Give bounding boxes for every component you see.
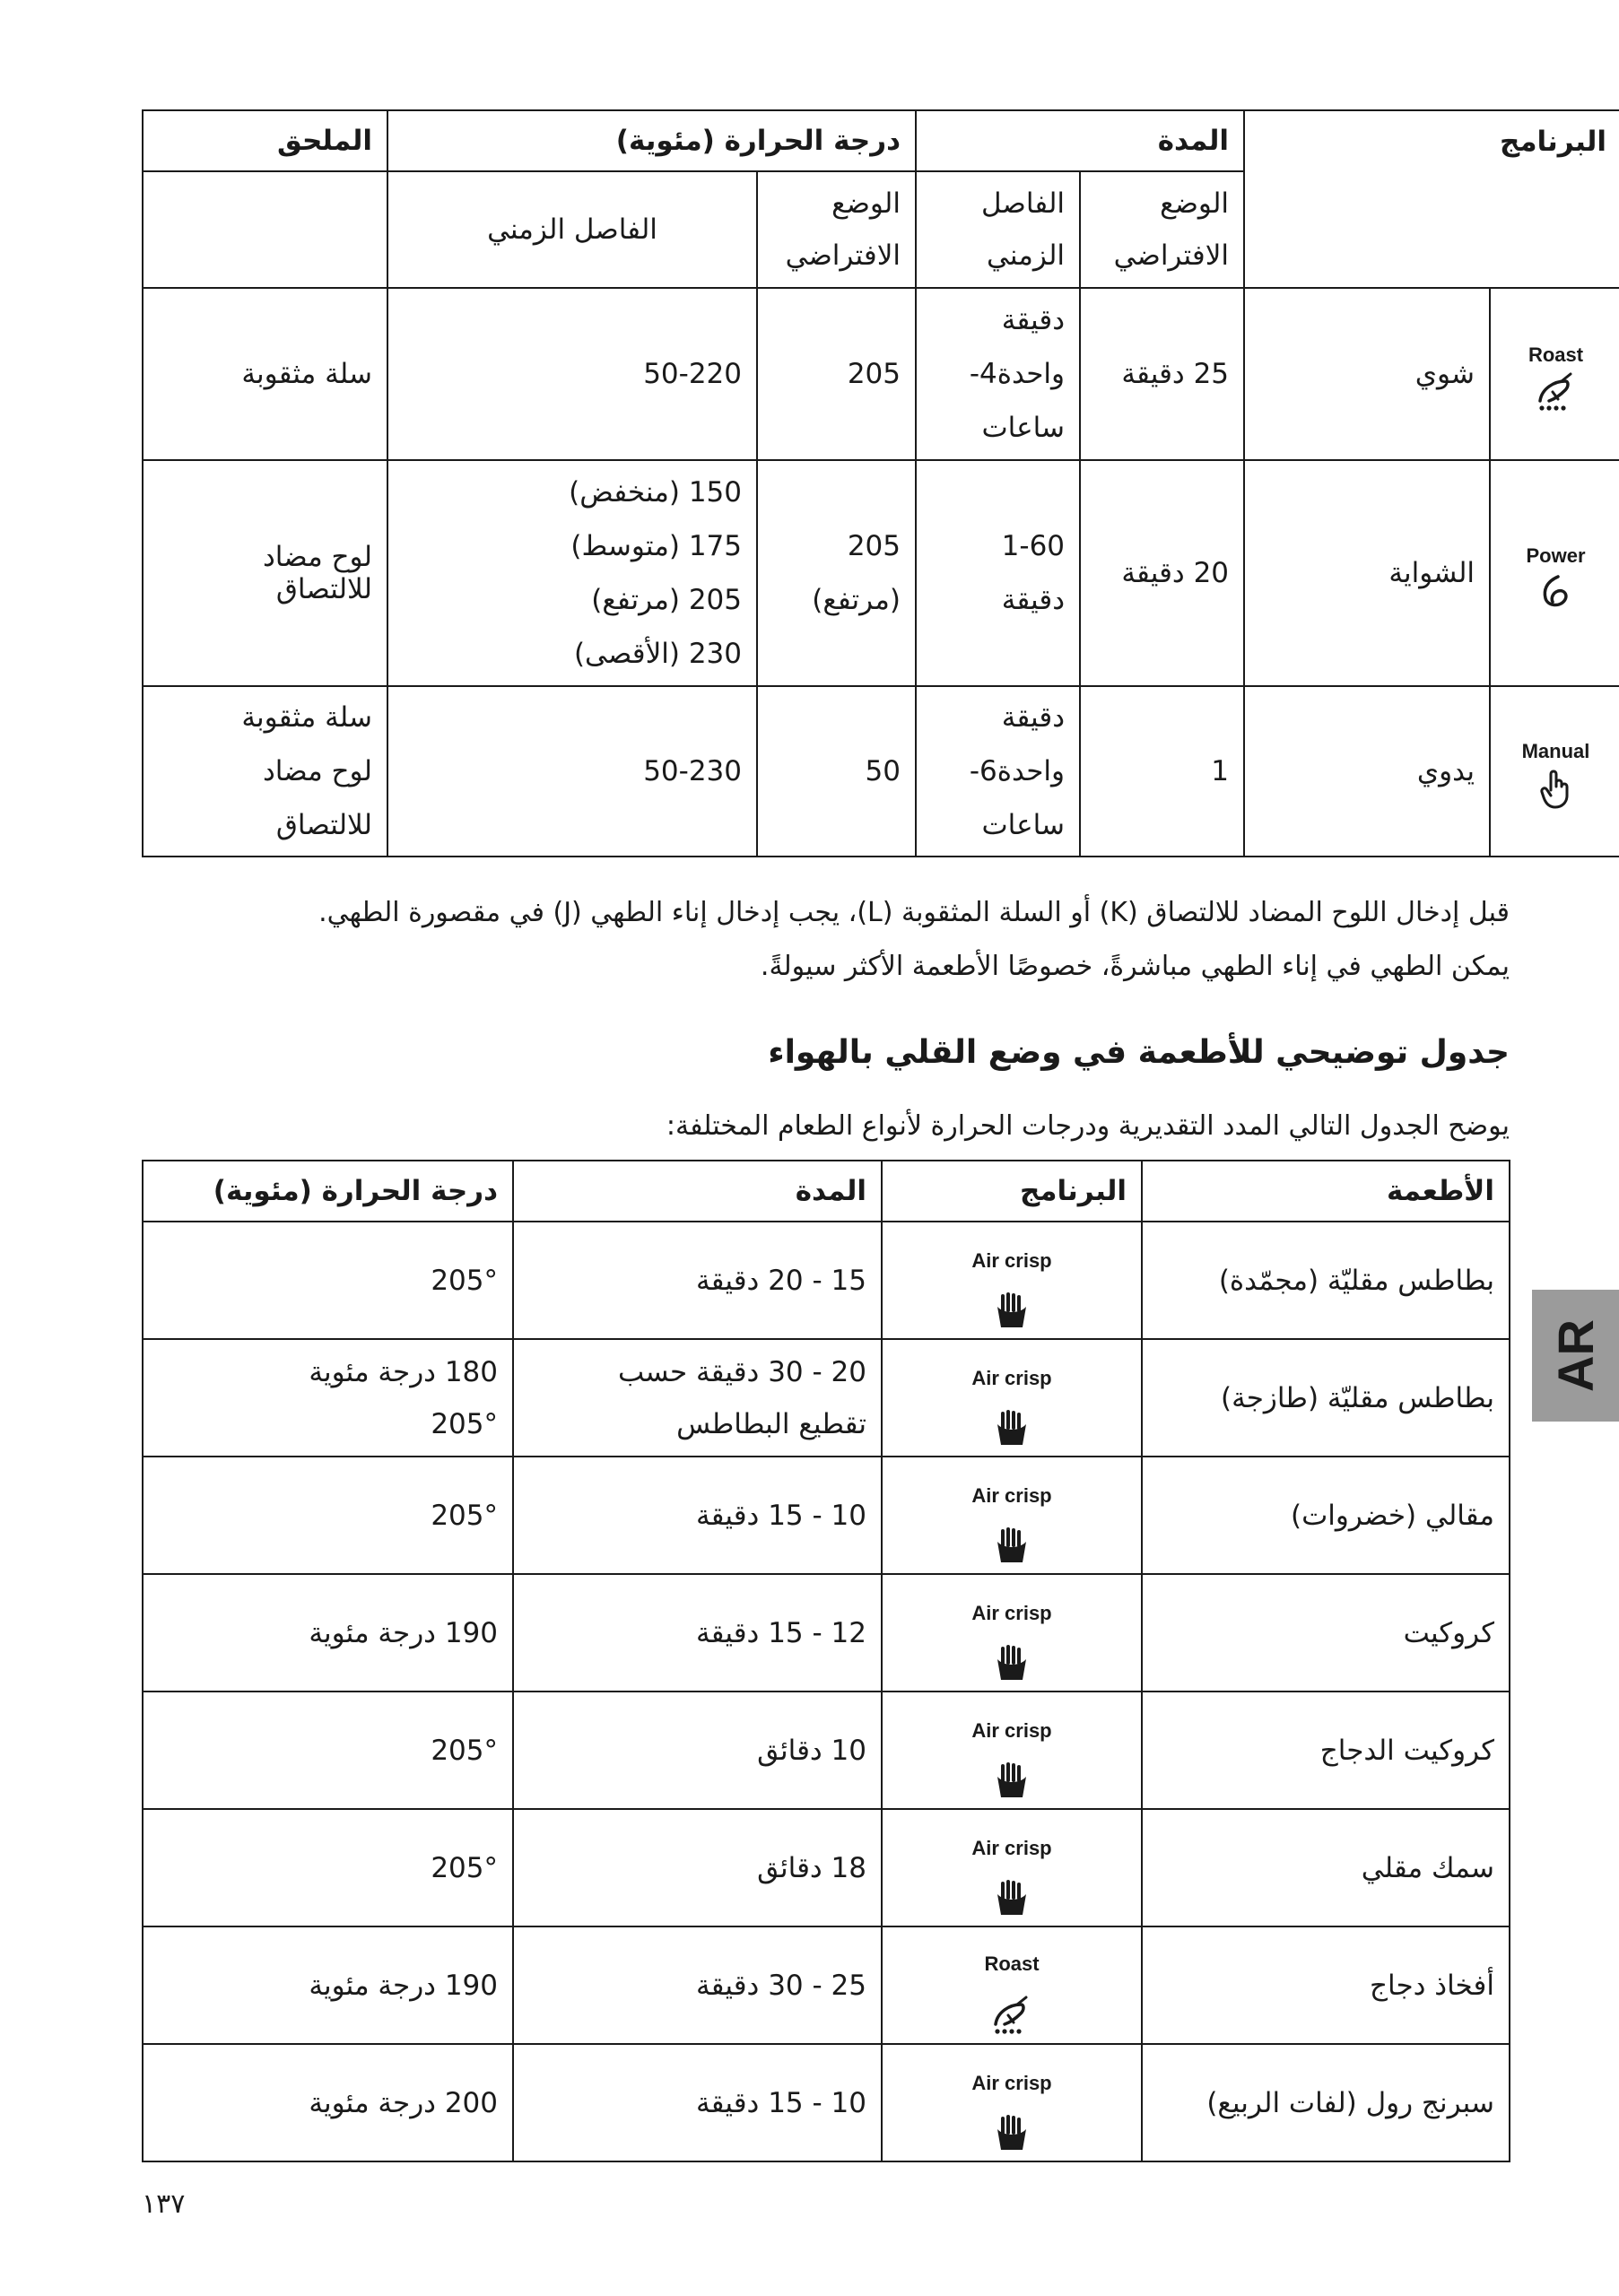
temp-interval: 50-230 [387, 686, 757, 857]
fries-icon [995, 1527, 1029, 1563]
air-crisp-foods-table [142, 1160, 1510, 2162]
accessory: لوح مضاد للالتصاق [143, 460, 387, 686]
program-name: الشواية [1244, 460, 1490, 686]
table-row [143, 2044, 1510, 2161]
program-name: شوي [1244, 288, 1490, 460]
note-cook-directly: يمكن الطهي في إناء الطهي مباشرةً، خصوصًا الأطعمة الأكثر سيولةً. [760, 951, 1510, 982]
program-icon-cell [882, 1692, 1142, 1809]
table-row [143, 1926, 1510, 2044]
hand-icon [1538, 769, 1574, 810]
program-icon-label: Air crisp [971, 1837, 1052, 1859]
duration-interval: 1-60 دقيقة [916, 460, 1080, 686]
subheader-accessory-empty [143, 171, 387, 288]
table-row [143, 1339, 1510, 1457]
food-name: كروكيت [1142, 1574, 1510, 1692]
fries-icon [995, 1645, 1029, 1681]
program-icon-label: Manual [1521, 740, 1590, 762]
foods-table-header [143, 1161, 1510, 1222]
duration-interval: دقيقة واحدة4- ساعات [916, 288, 1080, 460]
header-program: البرنامج [882, 1161, 1142, 1222]
program-icon-label: Power [1526, 544, 1586, 567]
programs-table [142, 109, 1619, 857]
program-icon-cell [882, 1457, 1142, 1574]
note-insert-order: قبل إدخال اللوح المضاد للالتصاق (K) أو السلة المثقوبة (L)، يجب إدخال إناء الطهي (J) في مقصورة الطهي. [318, 897, 1510, 928]
program-icon-cell [1490, 686, 1619, 857]
header-temperature: درجة الحرارة (مئوية) [387, 110, 916, 171]
food-name: كروكيت الدجاج [1142, 1692, 1510, 1809]
duration: 18 دقائق [513, 1809, 882, 1926]
food-name: سبرنج رول (لفات الربيع) [1142, 2044, 1510, 2161]
subheader-temp-default: الوضع الافتراضي [757, 171, 916, 288]
programs-table-header [143, 110, 1619, 171]
fries-icon [995, 1292, 1029, 1328]
program-icon-label: Air crisp [971, 1249, 1052, 1272]
page-number: ١٣٧ [142, 2188, 186, 2220]
program-icon-cell [882, 1809, 1142, 1926]
duration-default: 1 [1080, 686, 1244, 857]
fries-icon [995, 1410, 1029, 1446]
section-title: جدول توضيحي للأطعمة في وضع القلي بالهواء [768, 1034, 1510, 1071]
duration-default: 25 دقيقة [1080, 288, 1244, 460]
program-icon-cell [1490, 460, 1619, 686]
program-icon-cell [882, 1574, 1142, 1692]
duration: 10 - 15 دقيقة [513, 2044, 882, 2161]
fries-icon [995, 1880, 1029, 1916]
duration: 12 - 15 دقيقة [513, 1574, 882, 1692]
temperature: 180 درجة مئوية 205° [143, 1339, 513, 1457]
temperature: 205° [143, 1222, 513, 1339]
duration: 15 - 20 دقيقة [513, 1222, 882, 1339]
roast-icon [1535, 372, 1578, 412]
duration: 25 - 30 دقيقة [513, 1926, 882, 2044]
foods-table-body [143, 1222, 1510, 2161]
program-name: يدوي [1244, 686, 1490, 857]
table-row [143, 1809, 1510, 1926]
food-name: بطاطس مقليّة (طازجة) [1142, 1339, 1510, 1457]
header-food: الأطعمة [1142, 1161, 1510, 1222]
table-row [143, 460, 1619, 686]
temp-interval: 50-220 [387, 288, 757, 460]
temp-default: 205 (مرتفع) [757, 460, 916, 686]
program-icon-cell [882, 2044, 1142, 2161]
table-row [143, 686, 1619, 857]
temperature: 200 درجة مئوية [143, 2044, 513, 2161]
subheader-temp-interval: الفاصل الزمني [387, 171, 757, 288]
subheader-duration-default: الوضع الافتراضي [1080, 171, 1244, 288]
table-row [143, 288, 1619, 460]
program-icon-label: Roast [984, 1952, 1040, 1975]
table-row [143, 1692, 1510, 1809]
fries-icon [995, 2115, 1029, 2151]
temperature: 190 درجة مئوية [143, 1574, 513, 1692]
temperature: 205° [143, 1692, 513, 1809]
section-intro: يوضح الجدول التالي المدد التقديرية ودرجات الحرارة لأنواع الطعام المختلفة: [666, 1110, 1510, 1142]
duration: 10 دقائق [513, 1692, 882, 1809]
subheader-duration-interval: الفاصل الزمني [916, 171, 1080, 288]
food-name: أفخاذ دجاج [1142, 1926, 1510, 2044]
header-program: البرنامج [1244, 110, 1619, 288]
fries-icon [995, 1762, 1029, 1798]
accessory: سلة مثقوبة [143, 288, 387, 460]
program-icon-cell [1490, 288, 1619, 460]
language-tab: AR [1532, 1290, 1619, 1422]
temp-default: 50 [757, 686, 916, 857]
duration-interval: دقيقة واحدة6- ساعات [916, 686, 1080, 857]
program-icon-label: Air crisp [971, 1719, 1052, 1742]
temp-interval: 150 (منخفض) 175 (متوسط) 205 (مرتفع) 230 (الأقصى) [387, 460, 757, 686]
program-icon-cell [882, 1222, 1142, 1339]
temperature: 205° [143, 1457, 513, 1574]
temperature: 205° [143, 1809, 513, 1926]
program-icon-label: Roast [1528, 344, 1584, 366]
food-name: بطاطس مقليّة (مجمّدة) [1142, 1222, 1510, 1339]
table-row [143, 1574, 1510, 1692]
header-temperature: درجة الحرارة (مئوية) [143, 1161, 513, 1222]
program-icon-cell [882, 1339, 1142, 1457]
temperature: 190 درجة مئوية [143, 1926, 513, 2044]
header-duration: المدة [916, 110, 1244, 171]
program-icon-label: Air crisp [971, 1602, 1052, 1624]
accessory: سلة مثقوبة لوح مضاد للالتصاق [143, 686, 387, 857]
header-accessory: الملحق [143, 110, 387, 171]
food-name: مقالي (خضروات) [1142, 1457, 1510, 1574]
table-row [143, 1222, 1510, 1339]
program-icon-label: Air crisp [971, 2072, 1052, 2094]
duration: 10 - 15 دقيقة [513, 1457, 882, 1574]
duration: 20 - 30 دقيقة حسب تقطيع البطاطس [513, 1339, 882, 1457]
program-icon-cell [882, 1926, 1142, 2044]
header-duration: المدة [513, 1161, 882, 1222]
roast-icon [990, 1996, 1033, 2035]
program-icon-label: Air crisp [971, 1484, 1052, 1507]
power-icon [1538, 573, 1574, 609]
program-icon-label: Air crisp [971, 1367, 1052, 1389]
duration-default: 20 دقيقة [1080, 460, 1244, 686]
table-row [143, 1457, 1510, 1574]
food-name: سمك مقلي [1142, 1809, 1510, 1926]
temp-default: 205 [757, 288, 916, 460]
